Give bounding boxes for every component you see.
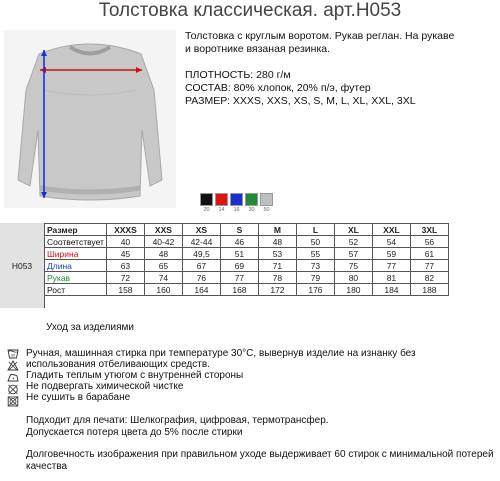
size-table-section [0,223,500,308]
size-header: 3XL [410,224,448,236]
print-line: Допускается потеря цвета до 5% после стирки [26,427,243,438]
table-cell: 53 [258,248,296,260]
row-label: Ширина [45,248,107,260]
size-header-row [45,224,449,236]
table-cell: 81 [372,272,410,284]
table-cell: 56 [410,236,448,248]
size-table [44,223,449,296]
print-info [26,415,329,439]
care-item: использования отбеливающих средств. [26,359,210,370]
print-line: Подходит для печати: Шелкография, цифровая, термотрансфер. [26,415,329,426]
swatch-label: 14 [218,207,225,213]
color-swatch[interactable] [245,193,258,206]
product-description [185,30,497,108]
no-tumble-dry-icon [7,396,19,407]
table-cell: 63 [106,260,144,272]
table-cell: 71 [258,260,296,272]
size-header: M [258,224,296,236]
table-cell: 78 [258,272,296,284]
table-cell: 180 [334,284,372,296]
care-item: Не подвергать химической чистке [26,381,184,392]
table-cell: 65 [144,260,182,272]
color-swatch[interactable] [200,193,213,206]
size-header: S [220,224,258,236]
swatch-label: 50 [263,207,270,213]
svg-text:30: 30 [10,352,16,358]
table-cell: 61 [410,248,448,260]
size-header-label: Размер [45,224,107,236]
table-cell: 75 [334,260,372,272]
table-cell: 77 [372,260,410,272]
table-cell: 51 [220,248,258,260]
table-cell: 49,5 [182,248,220,260]
color-swatch[interactable] [260,193,273,206]
swatch-label: 20 [203,207,210,213]
table-row [45,248,449,260]
table-row [45,272,449,284]
table-cell: 48 [258,236,296,248]
table-cell: 45 [106,248,144,260]
table-cell: 52 [334,236,372,248]
spec-sizes: РАЗМЕР: XXXS, XXS, XS, S, M, L, XL, XXL, 3XL [185,95,416,107]
row-label: Рукав [45,272,107,284]
table-row [45,284,449,296]
table-cell: 77 [410,260,448,272]
table-row [45,260,449,272]
care-instructions [26,348,416,403]
size-header: XXXS [106,224,144,236]
durability-note: Долговечность изображения при правильном уходе выдерживает 60 стирок с минимальной потерей качества [26,449,494,472]
size-header: XL [334,224,372,236]
no-dry-clean-icon [7,384,19,395]
size-header: L [296,224,334,236]
size-header: XS [182,224,220,236]
table-cell: 48 [144,248,182,260]
description-line: и воротнике вязаная резинка. [185,43,331,55]
table-cell: 59 [372,248,410,260]
table-cell: 188 [410,284,448,296]
product-photo [4,30,176,208]
size-header: XXS [144,224,182,236]
page-title: Толстовка классическая. арт.H053 [98,0,402,21]
color-swatch[interactable] [215,193,228,206]
care-item: Гладить теплым утюгом с внутренней стороны [26,370,244,381]
table-cell: 46 [220,236,258,248]
table-cell: 82 [410,272,448,284]
table-row [45,236,449,248]
care-title: Уход за изделиями [46,322,134,333]
table-cell: 176 [296,284,334,296]
table-cell: 42-44 [182,236,220,248]
table-cell: 74 [144,272,182,284]
iron-icon [7,372,19,383]
table-cell: 67 [182,260,220,272]
table-cell: 50 [296,236,334,248]
row-label: Соответствует [45,236,107,248]
table-cell: 40 [106,236,144,248]
table-cell: 54 [372,236,410,248]
table-cell: 73 [296,260,334,272]
table-cell: 55 [296,248,334,260]
table-cell: 80 [334,272,372,284]
table-cell: 184 [372,284,410,296]
swatch-label: 30 [248,207,255,213]
table-cell: 168 [220,284,258,296]
care-item: Не сушить в барабане [26,392,131,403]
article-code: H053 [0,223,45,308]
table-cell: 72 [106,272,144,284]
description-line: Толстовка с круглым воротом. Рукав реглан. На рукаве [185,30,455,42]
color-swatch[interactable] [230,193,243,206]
size-header: XXL [372,224,410,236]
table-cell: 160 [144,284,182,296]
row-label: Длина [45,260,107,272]
table-cell: 40-42 [144,236,182,248]
table-cell: 76 [182,272,220,284]
no-bleach-icon [7,360,19,371]
row-label: Рост [45,284,107,296]
swatch-label: 16 [233,207,240,213]
table-cell: 172 [258,284,296,296]
spec-density: ПЛОТНОСТЬ: 280 г/м [185,69,291,81]
spec-composition: СОСТАВ: 80% хлопок, 20% п/э, футер [185,82,371,94]
table-cell: 164 [182,284,220,296]
table-cell: 79 [296,272,334,284]
care-item: Ручная, машинная стирка при температуре 30°C, вывернув изделие на изнанку без [26,348,416,359]
wash-30-icon [7,348,19,359]
table-cell: 69 [220,260,258,272]
table-cell: 57 [334,248,372,260]
table-cell: 158 [106,284,144,296]
table-cell: 77 [220,272,258,284]
